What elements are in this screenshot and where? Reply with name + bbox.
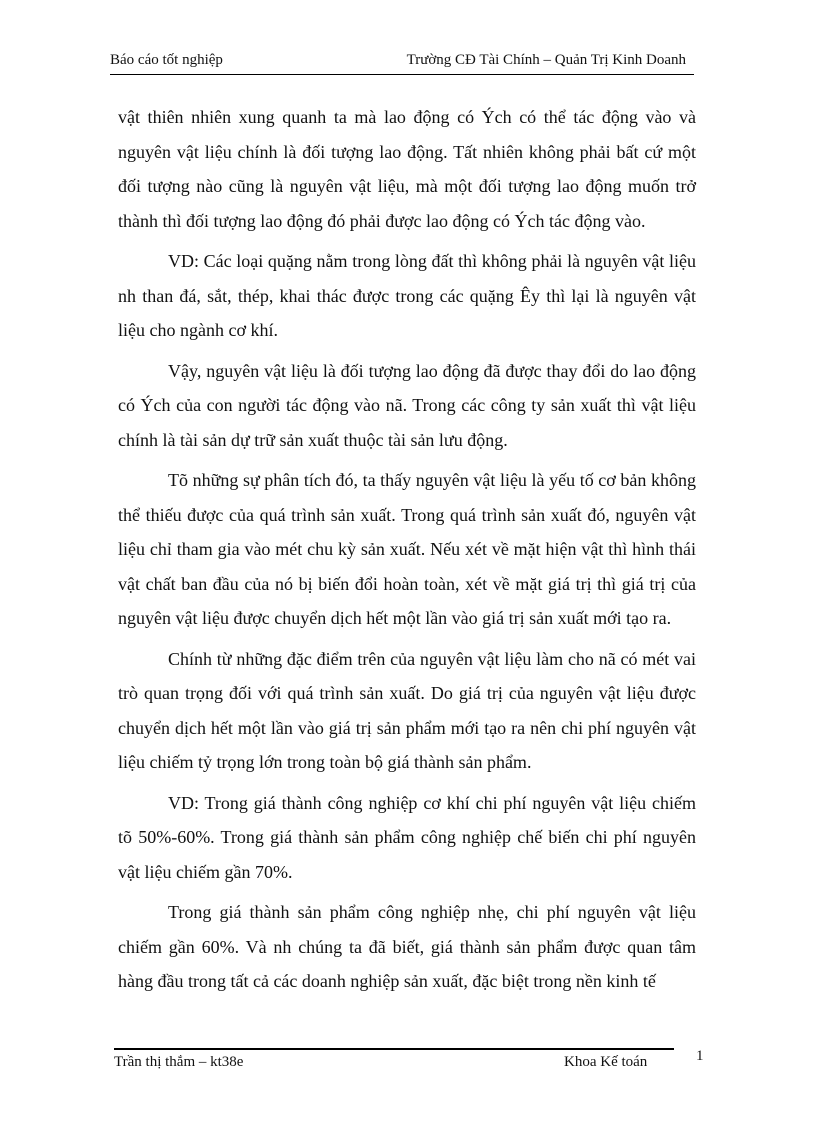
page-number: 1	[696, 1048, 704, 1064]
footer-divider	[114, 1048, 674, 1050]
paragraph: Tõ những sự phân tích đó, ta thấy nguyên vật liệu là yếu tố cơ bản không thể thiếu được của quá trình sản xuất. Trong quá trình sản xuất đó, nguyên vật liệu chỉ tham gia vào mét chu kỳ sản xuất. Nếu xét về mặt hiện vật thì hình thái vật chất ban đầu của nó bị biến đổi hoàn toàn, xét về mặt giá trị thì giá trị của nguyên vật liệu được chuyển dịch hết một lần vào giá trị sản xuất mới tạo ra.	[118, 470, 696, 628]
header-report-title: Báo cáo tốt nghiệp	[110, 52, 223, 68]
header-school-name: Trường CĐ Tài Chính – Quản Trị Kinh Doanh	[406, 52, 686, 68]
paragraph: Trong giá thành sản phẩm công nghiệp nhẹ, chi phí nguyên vật liệu chiếm gần 60%. Và nh chúng ta đã biết, giá thành sản phẩm được quan tâm hàng đầu trong tất cả các doanh nghiệp sản xuất, đặc biệt trong nền kinh tế	[118, 902, 696, 991]
page-footer	[114, 1048, 710, 1076]
paragraph: vật thiên nhiên xung quanh ta mà lao động có Ých có thể tác động vào và nguyên vật liệu chính là đối tượng lao động. Tất nhiên không phải bất cứ một đối tượng nào cũng là nguyên vật liệu, mà một đối tượng lao động muốn trở thành thì đối tượng lao động đó phải được lao động có Ých tác động vào.	[118, 107, 696, 231]
footer-department: Khoa Kế toán	[564, 1054, 648, 1070]
body-text	[118, 100, 696, 999]
page-header	[110, 52, 694, 75]
paragraph: VD: Các loại quặng nằm trong lòng đất thì không phải là nguyên vật liệu nh than đá, sắt, thép, khai thác được trong các quặng Êy thì lại là nguyên vật liệu cho ngành cơ khí.	[118, 251, 696, 340]
paragraph: VD: Trong giá thành công nghiệp cơ khí chi phí nguyên vật liệu chiếm tõ 50%-60%. Trong giá thành sản phẩm công nghiệp chế biến chi phí nguyên vật liệu chiếm gần 70%.	[118, 792, 696, 882]
paragraph: Vậy, nguyên vật liệu là đối tượng lao động đã được thay đổi do lao động có Ých của con người tác động vào nã. Trong các công ty sản xuất thì vật liệu chính là tài sản dự trữ sản xuất thuộc tài sản lưu động.	[118, 360, 696, 450]
footer-author: Trần thị thắm – kt38e	[114, 1054, 244, 1070]
paragraph: Chính từ những đặc điểm trên của nguyên vật liệu làm cho nã có mét vai trò quan trọng đối với quá trình sản xuất. Do giá trị của nguyên vật liệu được chuyển dịch hết một lần vào giá trị sản phẩm mới tạo ra nên chi phí nguyên vật liệu chiếm tỷ trọng lớn trong toàn bộ giá thành sản phẩm.	[118, 648, 696, 772]
